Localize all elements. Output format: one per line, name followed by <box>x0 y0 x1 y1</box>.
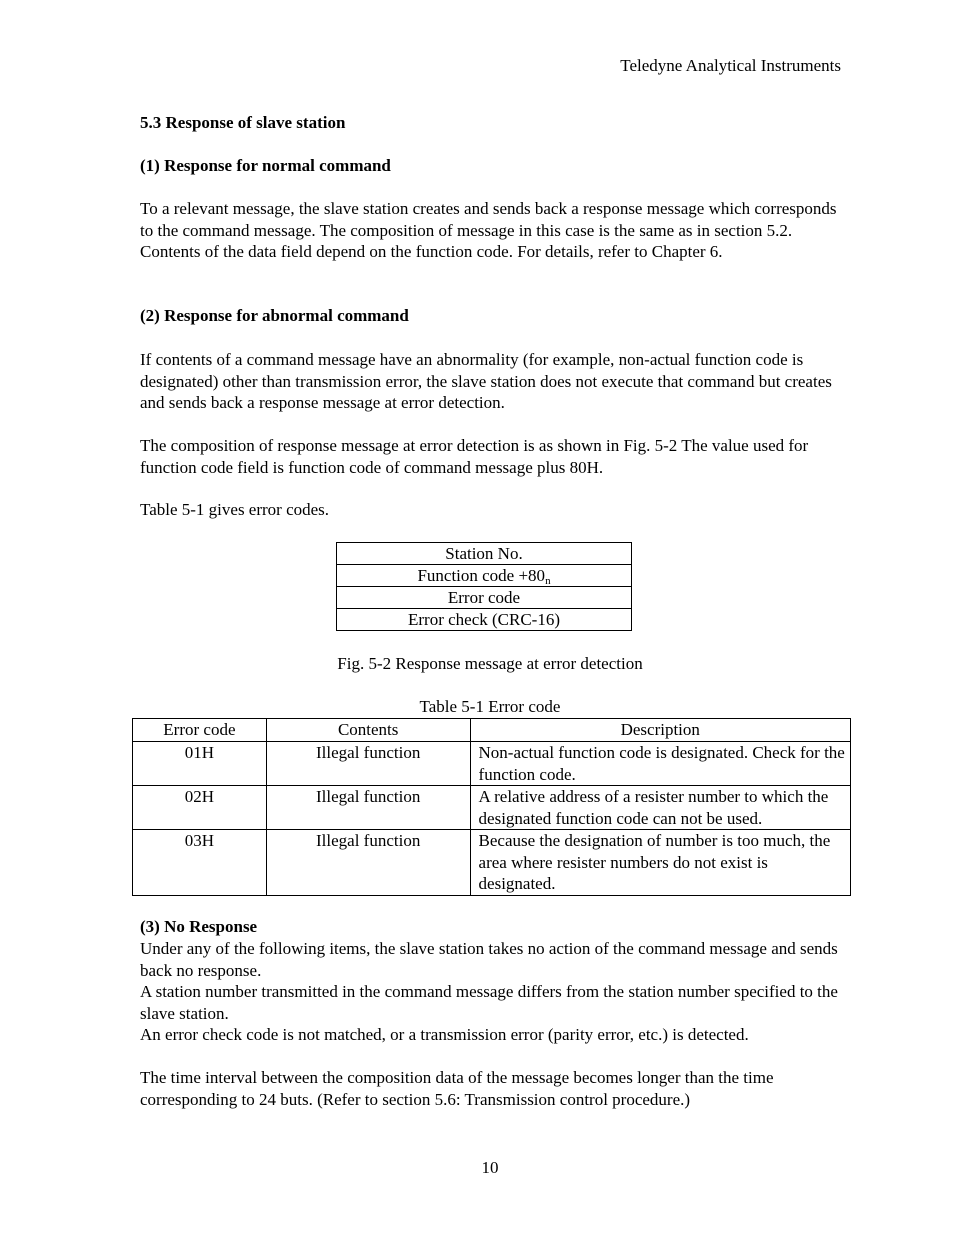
no-response-line-1: Under any of the following items, the slave station takes no action of the command message and sends back no response. <box>140 939 838 980</box>
running-header: Teledyne Analytical Instruments <box>620 56 841 75</box>
table-row <box>133 786 851 830</box>
cell-description: A relative address of a resister number to which the designated function code can not be used. <box>470 786 850 830</box>
table-row <box>133 830 851 896</box>
frame-station-no: Station No. <box>337 543 632 565</box>
cell-error-code: 01H <box>133 742 267 786</box>
cell-error-code: 03H <box>133 830 267 896</box>
table-header-row <box>133 719 851 742</box>
frame-function-code <box>337 565 632 587</box>
header-contents: Contents <box>266 719 470 742</box>
abnormal-paragraph-1: If contents of a command message have an abnormality (for example, non-actual function code is designated) other than transmission error, the slave station does not execute that command but creates and sends back a response message at error detection. <box>140 350 832 412</box>
header-description: Description <box>470 719 850 742</box>
subsection-abnormal-title: (2) Response for abnormal command <box>140 306 409 325</box>
frame-function-label: Function code +80 <box>417 566 546 585</box>
frame-error-check: Error check (CRC-16) <box>337 609 632 631</box>
no-response-line-2: A station number transmitted in the command message differs from the station number specified to the slave station. <box>140 982 838 1023</box>
response-message-frame <box>336 542 632 631</box>
page-number: 10 <box>481 1158 499 1177</box>
subsection-normal-title: (1) Response for normal command <box>140 156 391 175</box>
frame-error-code: Error code <box>337 587 632 609</box>
cell-description: Because the designation of number is too much, the area where resister numbers do not exist is designated. <box>470 830 850 896</box>
no-response-title: (3) No Response <box>140 917 258 936</box>
frame-function-subscript: n <box>545 575 551 587</box>
table-row <box>133 742 851 786</box>
cell-contents: Illegal function <box>266 830 470 896</box>
abnormal-paragraph-2: The composition of response message at error detection is as shown in Fig. 5-2 The value used for function code field is function code of command message plus 80H. <box>140 436 809 477</box>
figure-caption: Fig. 5-2 Response message at error detection <box>337 654 643 673</box>
header-error-code: Error code <box>133 719 267 742</box>
cell-description: Non-actual function code is designated. Check for the function code. <box>470 742 850 786</box>
table-caption: Table 5-1 Error code <box>419 697 561 716</box>
section-title: 5.3 Response of slave station <box>140 113 346 132</box>
no-response-line-4: The time interval between the composition data of the message becomes longer than the time corresponding to 24 buts. (Refer to section 5.6: Transmission control procedure.) <box>140 1068 774 1109</box>
no-response-line-3: An error check code is not matched, or a transmission error (parity error, etc.) is detected. <box>140 1025 749 1044</box>
error-code-table <box>132 718 851 896</box>
normal-paragraph: To a relevant message, the slave station creates and sends back a response message which corresponds to the command message. The composition of message in this case is the same as in section 5.2. Contents of the data field depend on the function code. For details, refer to Chapter 6. <box>140 199 837 261</box>
abnormal-paragraph-3: Table 5-1 gives error codes. <box>140 500 330 519</box>
cell-error-code: 02H <box>133 786 267 830</box>
cell-contents: Illegal function <box>266 742 470 786</box>
cell-contents: Illegal function <box>266 786 470 830</box>
